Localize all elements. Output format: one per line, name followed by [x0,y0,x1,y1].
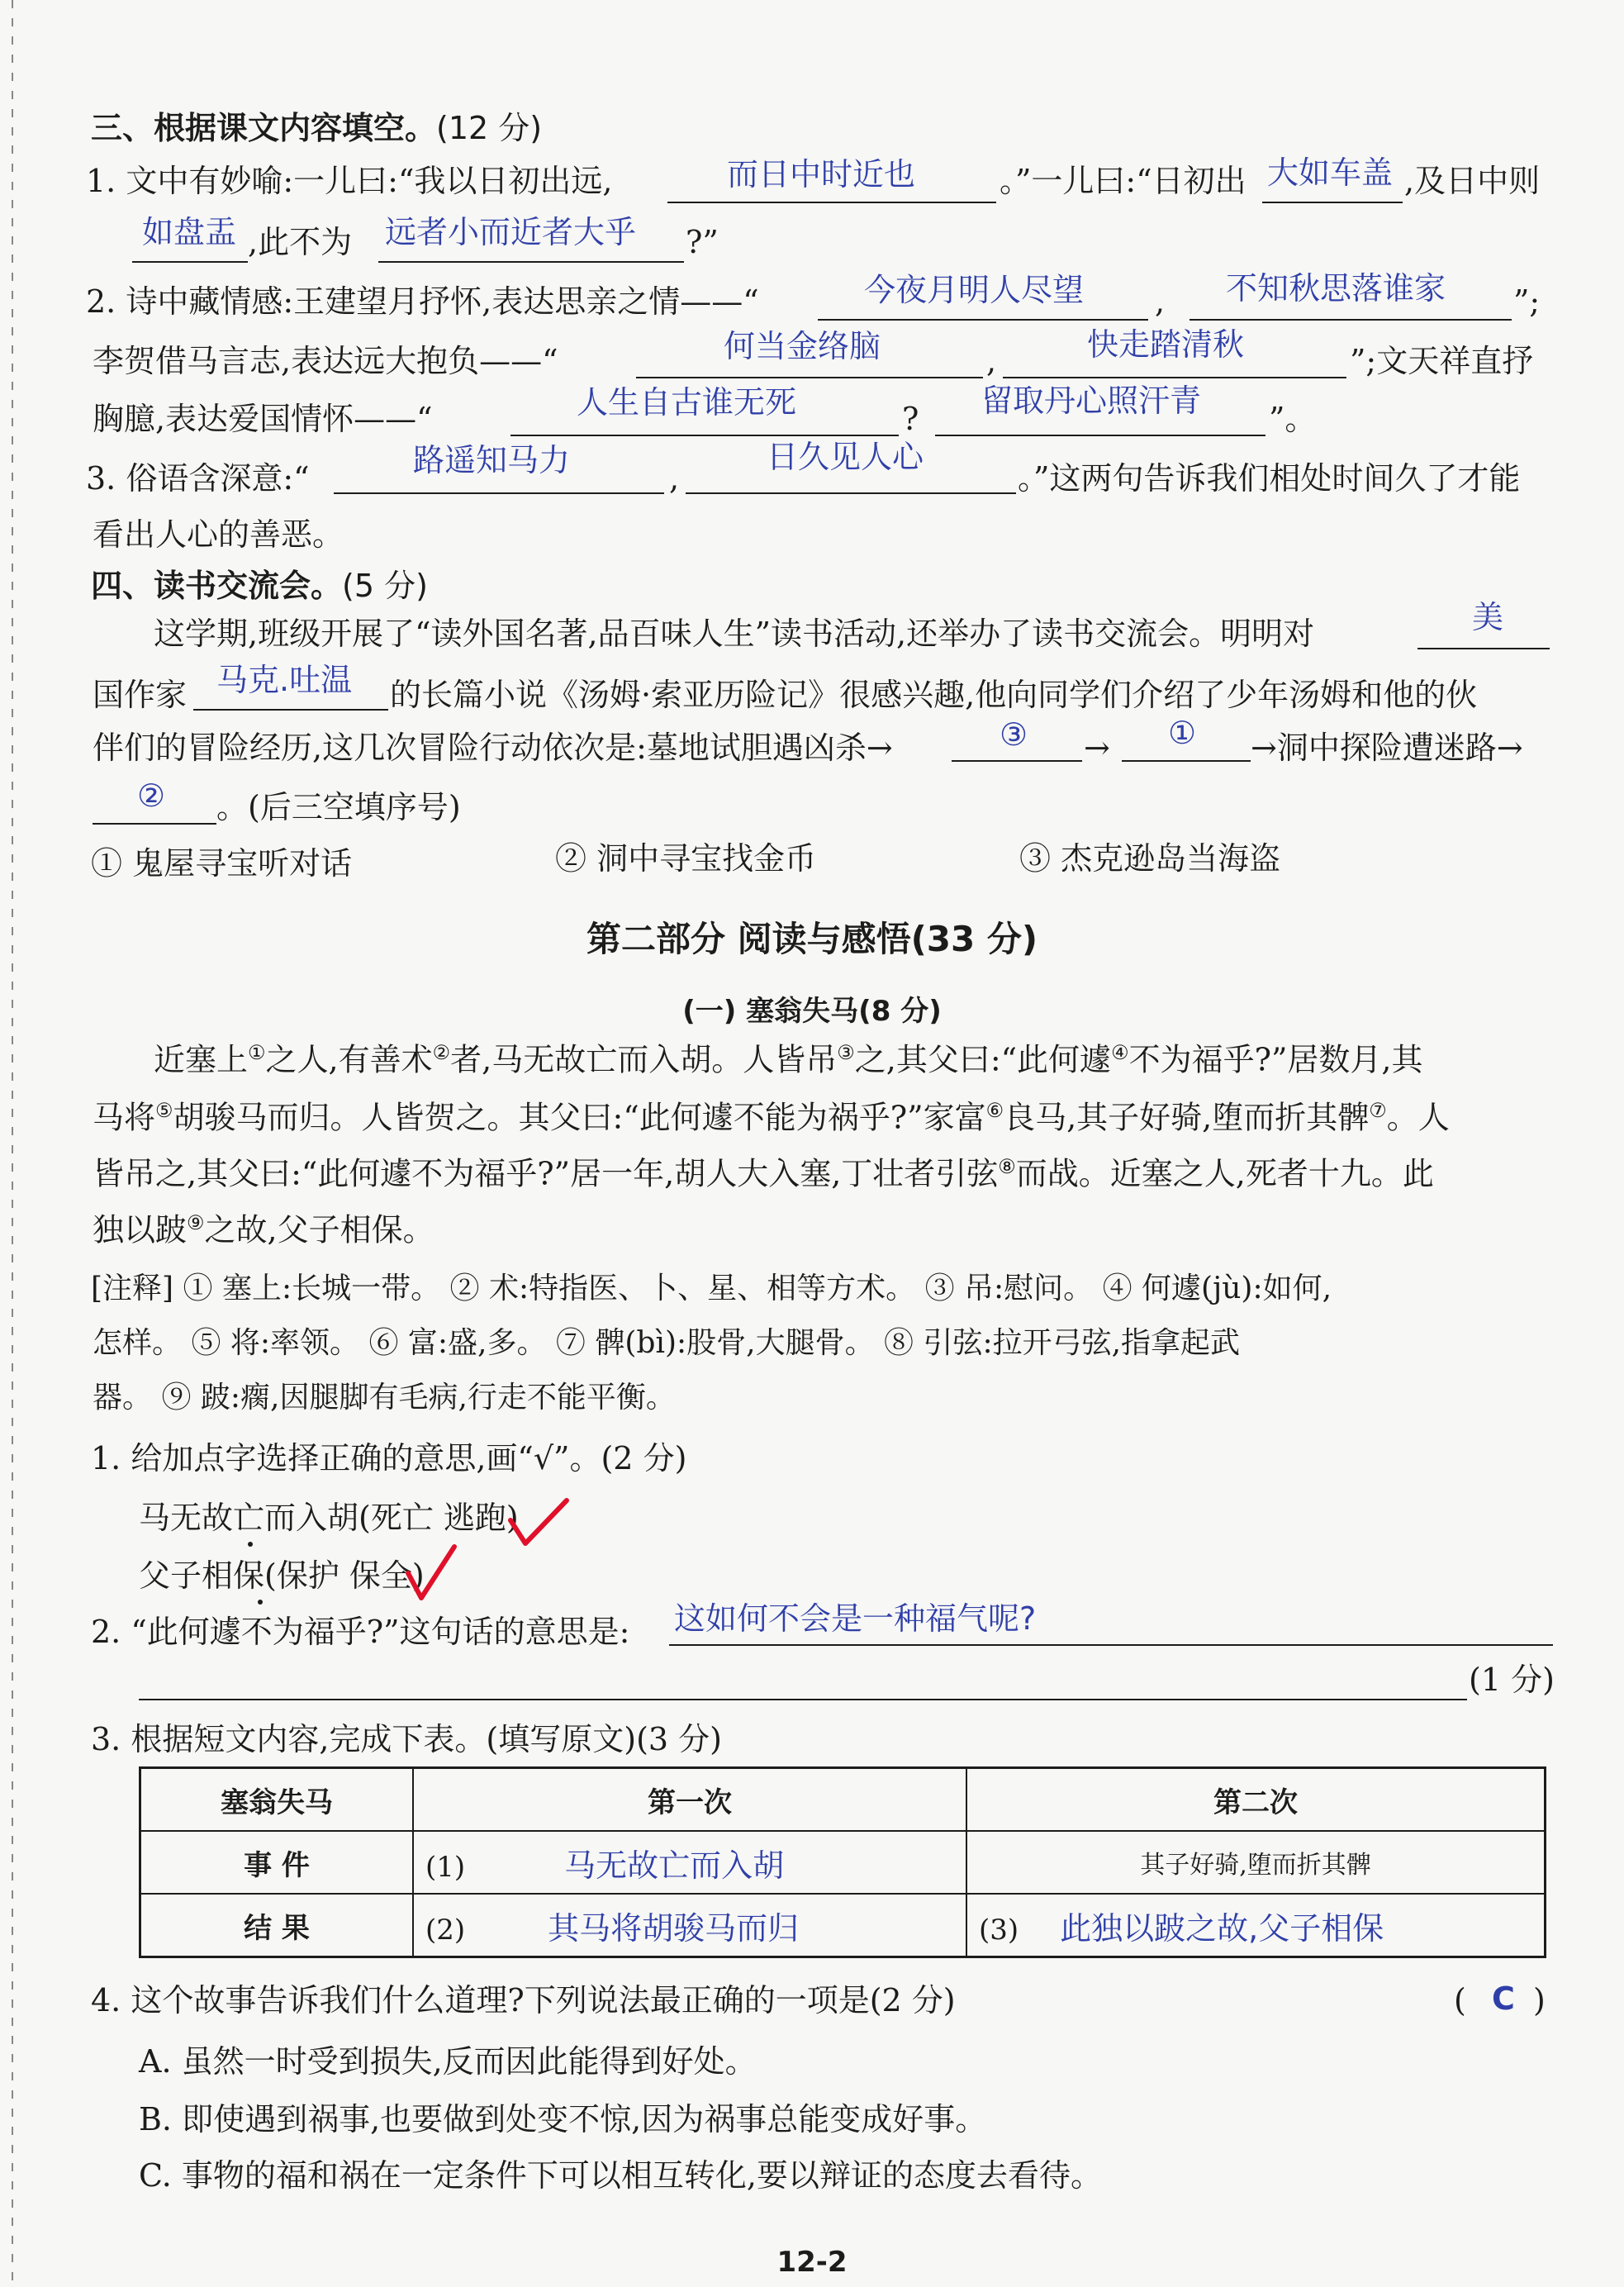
blank-line [193,709,388,711]
q3-line1: 3. 俗语含深意:“ [86,460,310,497]
table-row [140,1831,1546,1894]
table-cell: (2) 其马将胡骏马而归 [413,1894,966,1957]
blank-line [669,1644,1553,1646]
option-2: ② 洞中寻宝找金币 [555,840,817,877]
blank-line [636,377,983,378]
part4-line2b: 的长篇小说《汤姆·索亚历险记》很感兴趣,他向同学们介绍了少年汤姆和他的伙 [390,677,1478,713]
table-row [140,1894,1546,1957]
answer-q2-2: 不知秋思落谁家 [1226,270,1446,307]
binding-margin [12,0,13,2287]
answer-q3-2: 日久见人心 [767,439,924,475]
q2-line2: 李贺借马言志,表达远大抱负——“ [93,343,558,379]
table-header: 塞翁失马 [140,1768,414,1832]
section2-title: 第二部分 阅读与感悟(33 分) [586,919,1038,959]
part4-line1: 这学期,班级开展了“读外国名著,品百味人生”读书活动,还举办了读书交流会。明明对 [154,616,1315,652]
question-1: 1. 给加点字选择正确的意思,画“√”。(2 分) [91,1440,687,1476]
part4-line3: 伴们的冒险经历,这几次冒险行动依次是:墓地试胆遇凶杀→ [93,730,893,766]
checkmark-icon [506,1495,572,1553]
passage-line4: 独以跛⑨之故,父子相保。 [93,1211,434,1248]
blank-line [1003,377,1346,378]
q1-text: 。”一儿曰:“日初出 [1000,163,1246,199]
answer-nationality: 美 [1472,599,1504,635]
table-cell: (1) 马无故亡而入胡 [413,1831,966,1894]
q1-text: ,及日中则 [1404,163,1541,199]
part4-line3b: →洞中探险遭迷路→ [1251,730,1523,766]
table-row [140,1768,1546,1832]
blank-line [818,319,1148,321]
table-cell: 其子好骑,堕而折其髀 [966,1831,1546,1894]
blank-line [334,492,664,494]
q2-line1: 2. 诗中藏情感:王建望月抒怀,表达思亲之情——“ [86,283,759,320]
comma: , [986,343,997,379]
passage-title: (一) 塞翁失马(8 分) [682,995,942,1028]
answer-seq-1: ③ [1000,716,1028,753]
answer-table-3: 此独以跛之故,父子相保 [1060,1909,1384,1947]
q1-text: ?” [686,224,719,260]
answer-author: 马克.吐温 [216,662,353,698]
notes-line3: 器。 ⑨ 跛:瘸,因腿脚有毛病,行走不能平衡。 [93,1381,676,1415]
answer-q4: C [1492,1980,1515,2017]
answer-q2-translation: 这如何不会是一种福气呢? [674,1600,1037,1637]
blank-line [378,261,684,263]
q3-line2: 看出人心的善恶。 [93,516,344,553]
comma: , [1155,283,1166,320]
option-3: ③ 杰克逊岛当海盗 [1019,840,1281,877]
table-cell: (3) 此独以跛之故,父子相保 [966,1894,1546,1957]
answer-q3-1: 路遥知马力 [413,442,571,478]
part4-line2: 国作家 [93,677,188,713]
answer-q1-3: 如盘盂 [142,214,237,250]
answer-table-2: 其马将胡骏马而归 [548,1909,800,1947]
comma: , [669,460,680,497]
question-4: 4. 这个故事告诉我们什么道理?下列说法最正确的一项是(2 分) [91,1982,956,2018]
answer-q2-4: 快走踏清秋 [1087,326,1245,363]
blank-line [510,435,899,436]
q1-text: ,此不为 [248,224,353,260]
answer-q2-6: 留取丹心照汗青 [981,383,1202,419]
answer-q2-5: 人生自古谁无死 [577,384,797,421]
q1-line1: 1. 文中有妙喻:一儿曰:“我以日初出远, [86,163,613,199]
q2-text: ”。 [1269,401,1317,437]
q2-text: ”; [1513,283,1541,320]
answer-paren-right: ) [1533,1982,1546,2018]
notes-line1: [注释] ① 塞上:长城一带。 ② 术:特指医、卜、星、相等方术。 ③ 吊:慰问。 ④ 何遽(jù):如何, [91,1272,1332,1305]
q3-text: 。”这两句告诉我们相处时间久了才能 [1018,460,1521,497]
blank-line [1262,202,1403,203]
passage-line3: 皆吊之,其父曰:“此何遽不为福乎?”居一年,胡人大入塞,丁壮者引弦⑧而战。近塞之人,死者十九。此 [93,1155,1434,1192]
answer-q2-3: 何当金络脑 [724,328,881,364]
option-b: B. 即使遇到祸事,也要做到处变不惊,因为祸事总能变成好事。 [139,2101,987,2137]
blank-line [139,1699,1467,1700]
q2-line3: 胸臆,表达爱国情怀——“ [93,401,433,437]
answer-q1-2: 大如车盖 [1267,155,1394,191]
blank-line [132,261,248,263]
notes-line2: 怎样。 ⑤ 将:率领。 ⑥ 富:盛,多。 ⑦ 髀(bì):股骨,大腿骨。 ⑧ 引弦:拉开弓弦,指拿起武 [93,1326,1241,1360]
blank-line [1122,760,1251,762]
part4-title: 四、读书交流会。(5 分) [91,568,428,604]
answer-q1-4: 远者小而近者大乎 [385,214,637,250]
answer-seq-2: ① [1168,715,1197,751]
answer-q1-1: 而日中时近也 [727,156,916,193]
arrow: → [1084,730,1110,766]
blank-line [1190,319,1512,321]
question-2-score: (1 分) [1469,1662,1555,1698]
question-3: 3. 根据短文内容,完成下表。(填写原文)(3 分) [91,1721,722,1757]
table-cell: 结 果 [140,1894,414,1957]
answer-table-1: 马无故亡而入胡 [564,1847,785,1884]
answer-q2-1: 今夜月明人尽望 [864,272,1085,308]
emphasis-dot [248,1542,253,1547]
answer-seq-3: ② [137,777,166,814]
option-1: ① 鬼屋寻宝听对话 [91,845,353,882]
blank-line [686,492,1016,494]
passage-line1: 近塞上①之人,有善术②者,马无故亡而入胡。人皆吊③之,其父曰:“此何遽④不为福乎?”居数月,其 [154,1041,1423,1078]
answer-table [139,1766,1546,1958]
q2-text: ”;文天祥直抒 [1350,343,1534,379]
table-cell: 事 件 [140,1831,414,1894]
question-1-item2: 父子相保(保护 保全) [139,1557,425,1594]
table-header: 第二次 [966,1768,1546,1832]
passage-line2: 马将⑤胡骏马而归。人皆贺之。其父曰:“此何遽不能为祸乎?”家富⑥良马,其子好骑,堕而折其髀⑦。人 [93,1099,1450,1136]
option-a: A. 虽然一时受到损失,反而因此能得到好处。 [139,2043,757,2080]
blank-line [667,202,996,203]
question-2: 2. “此何遽不为福乎?”这句话的意思是: [91,1614,630,1650]
blank-line [93,823,216,825]
answer-paren-left: ( [1454,1982,1466,2018]
blank-line [1417,648,1550,649]
option-c: C. 事物的福和祸在一定条件下可以相互转化,要以辩证的态度去看待。 [139,2157,1102,2194]
table-header: 第一次 [413,1768,966,1832]
blank-line [952,760,1082,762]
emphasis-dot [258,1600,263,1605]
part3-title: 三、根据课文内容填空。(12 分) [91,110,543,146]
question-mark: ? [902,401,919,437]
checkmark-icon [403,1542,461,1605]
blank-line [935,435,1265,436]
question-1-item1: 马无故亡而入胡(死亡 逃跑) [139,1500,519,1536]
part4-line4: 。(后三空填序号) [216,789,461,825]
page-number: 12-2 [776,2246,848,2279]
